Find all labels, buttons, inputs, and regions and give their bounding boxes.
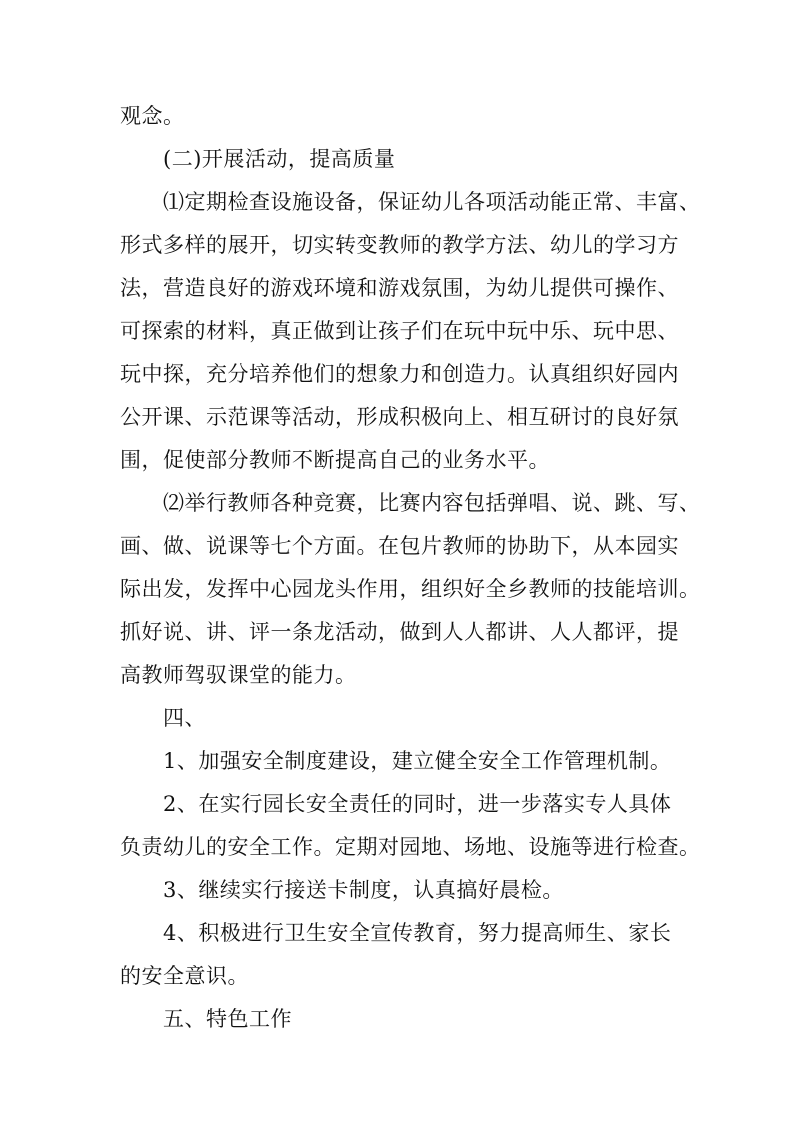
text-line: ⑴定期检查设施设备，保证幼儿各项活动能正常、丰富、 — [163, 190, 701, 214]
text-line: 围，促使部分教师不断提高自己的业务水平。 — [120, 448, 550, 472]
text-line: ⑵举行教师各种竞赛，比赛内容包括弹唱、说、跳、写、 — [163, 491, 701, 515]
text-line: 形式多样的展开，切实转变教师的教学方法、幼儿的学习方 — [120, 233, 679, 257]
text-line: 2、在实行园长安全责任的同时，进一步落实专人具体 — [163, 792, 672, 816]
section-heading: 四、 — [163, 706, 206, 730]
text-line: 的安全意识。 — [120, 964, 249, 988]
text-line: 4、积极进行卫生安全宣传教育，努力提高师生、家长 — [163, 921, 672, 945]
text-line: 观念。 — [120, 104, 185, 128]
text-line: 抓好说、讲、评一条龙活动，做到人人都讲、人人都评，提 — [120, 620, 679, 644]
text-line: 负责幼儿的安全工作。定期对园地、场地、设施等进行检查。 — [120, 835, 701, 859]
section-heading: 五、特色工作 — [163, 1007, 292, 1031]
text-line: 玩中探，充分培养他们的想象力和创造力。认真组织好园内 — [120, 362, 679, 386]
text-line: 1、加强安全制度建设，建立健全安全工作管理机制。 — [163, 749, 672, 773]
text-line: 公开课、示范课等活动，形成积极向上、相互研讨的良好氛 — [120, 405, 679, 429]
section-heading: (二)开展活动，提高质量 — [163, 147, 396, 171]
text-line: 际出发，发挥中心园龙头作用，组织好全乡教师的技能培训。 — [120, 577, 701, 601]
text-line: 高教师驾驭课堂的能力。 — [120, 663, 357, 687]
text-line: 可探索的材料，真正做到让孩子们在玩中玩中乐、玩中思、 — [120, 319, 679, 343]
text-line: 3、继续实行接送卡制度，认真搞好晨检。 — [163, 878, 564, 902]
text-line: 画、做、说课等七个方面。在包片教师的协助下，从本园实 — [120, 534, 679, 558]
text-line: 法，营造良好的游戏环境和游戏氛围，为幼儿提供可操作、 — [120, 276, 679, 300]
